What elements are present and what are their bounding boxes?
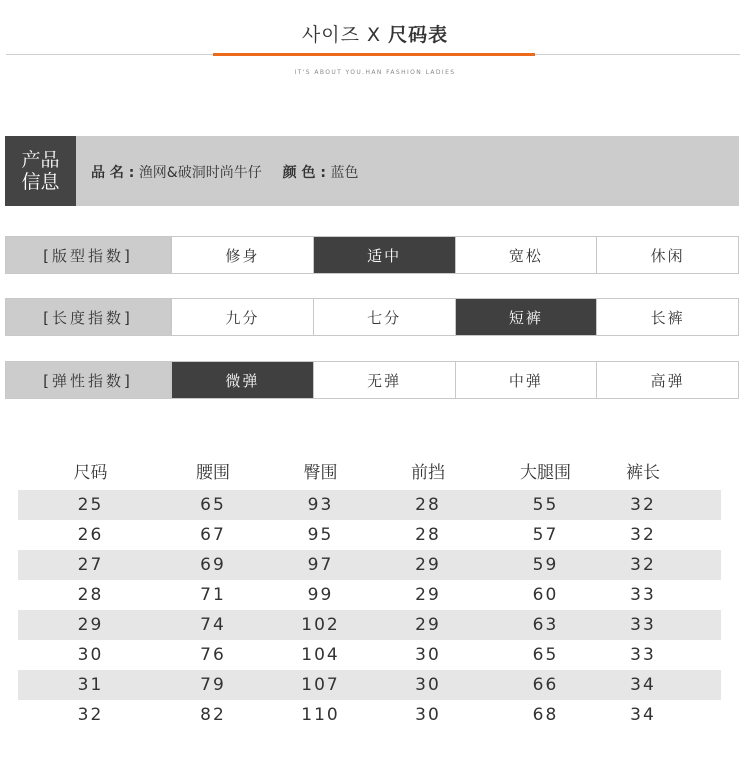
header-rise: 前挡 [411,462,445,483]
cell-size: 32 [77,705,104,725]
header-hip: 臀围 [303,462,338,483]
product-info-text [91,162,358,182]
cell-waist: 67 [200,525,226,545]
product-info-label-line1: 产品 [21,149,60,171]
header-waist: 腰围 [196,462,230,483]
length-option-long: 长裤 [596,299,738,335]
cell-waist: 82 [200,705,226,725]
product-info-bar [5,136,739,206]
title-prefix: 사이즈 X [301,24,389,46]
title-main: 尺码表 [388,24,449,46]
cell-size: 28 [77,585,104,605]
cell-size: 31 [77,675,104,695]
cell-thigh: 59 [532,555,559,575]
cell-thigh: 63 [532,615,559,635]
cell-size: 30 [77,645,104,665]
cell-length: 33 [630,615,656,635]
length-index-row [5,298,739,336]
cell-waist: 74 [200,615,226,635]
length-option-shorts: 短裤 [455,299,597,335]
cell-thigh: 55 [532,495,559,515]
cell-hip: 99 [307,585,334,605]
product-info-label-line2: 信息 [21,171,60,193]
cell-hip: 102 [301,615,340,635]
stretch-option-high: 高弹 [596,362,738,398]
cell-length: 33 [630,645,656,665]
cell-rise: 30 [415,645,441,665]
cell-rise: 30 [415,705,441,725]
size-table-body [18,490,721,730]
table-row [18,700,721,730]
fit-option-regular: 适中 [313,237,455,273]
page-subtitle: IT'S ABOUT YOU.HAN FASHION LADIES [294,69,456,76]
cell-thigh: 57 [532,525,559,545]
length-index-label: [长度指数] [6,299,171,335]
table-row [18,580,721,610]
cell-waist: 76 [200,645,226,665]
stretch-index-label: [弹性指数] [6,362,171,398]
cell-waist: 65 [200,495,226,515]
cell-hip: 93 [307,495,334,515]
table-row [18,490,721,520]
cell-thigh: 65 [532,645,559,665]
cell-rise: 29 [415,585,441,605]
stretch-option-slight: 微弹 [171,362,313,398]
cell-thigh: 60 [532,585,559,605]
cell-thigh: 68 [532,705,559,725]
cell-length: 34 [630,705,656,725]
product-color-key: 颜 色 : [282,165,326,181]
product-name-key: 品 名 : [91,165,135,181]
product-info-label [5,136,76,206]
product-color-value: 蓝色 [330,165,359,181]
cell-size: 29 [77,615,104,635]
header-thigh: 大腿围 [520,462,571,483]
cell-length: 32 [630,495,656,515]
cell-hip: 95 [307,525,334,545]
cell-rise: 28 [415,495,441,515]
fit-index-label: [版型指数] [6,237,171,273]
fit-option-slim: 修身 [171,237,313,273]
cell-size: 25 [77,495,104,515]
fit-option-loose: 宽松 [455,237,597,273]
cell-length: 34 [630,675,656,695]
length-option-nine-tenths: 九分 [171,299,313,335]
table-row [18,640,721,670]
cell-rise: 28 [415,525,441,545]
cell-size: 27 [77,555,104,575]
cell-waist: 79 [200,675,226,695]
cell-hip: 107 [301,675,340,695]
table-row [18,550,721,580]
table-row [18,520,721,550]
cell-hip: 104 [301,645,340,665]
fit-option-casual: 休闲 [596,237,738,273]
stretch-option-none: 无弹 [313,362,455,398]
cell-rise: 30 [415,675,441,695]
cell-thigh: 66 [532,675,559,695]
header-length: 裤长 [626,462,660,483]
cell-size: 26 [77,525,104,545]
stretch-index-row [5,361,739,399]
cell-length: 32 [630,525,656,545]
size-table-header [18,450,721,490]
length-option-seven-tenths: 七分 [313,299,455,335]
cell-hip: 97 [307,555,334,575]
cell-rise: 29 [415,615,441,635]
table-row [18,670,721,700]
cell-length: 32 [630,555,656,575]
cell-rise: 29 [415,555,441,575]
page-title [0,20,750,47]
cell-length: 33 [630,585,656,605]
product-name-value: 渔网&破洞时尚牛仔 [138,165,262,181]
fit-index-row [5,236,739,274]
cell-waist: 71 [200,585,226,605]
stretch-option-medium: 中弹 [455,362,597,398]
table-row [18,610,721,640]
cell-waist: 69 [200,555,226,575]
title-accent-bar [213,53,535,56]
header-size: 尺码 [73,462,108,483]
size-table [18,450,721,730]
cell-hip: 110 [301,705,340,725]
